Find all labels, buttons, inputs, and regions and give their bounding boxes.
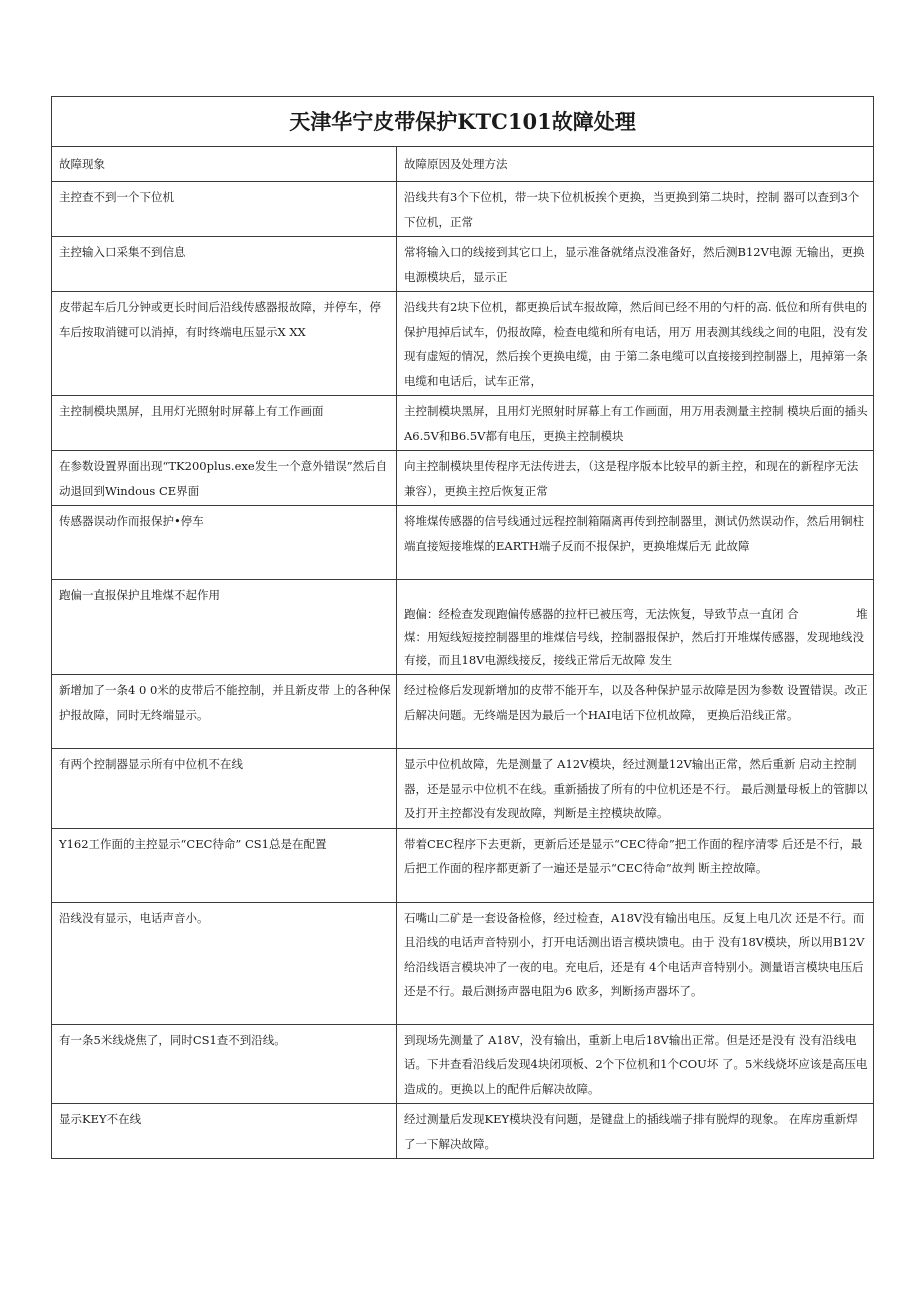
symptom-cell: 主控输入口采集不到信息	[52, 237, 397, 292]
header-row	[52, 147, 874, 182]
symptom-cell: 主控制模块黑屏，且用灯光照射时屏幕上有工作画面	[52, 396, 397, 451]
table-row	[52, 292, 874, 396]
table-row	[52, 675, 874, 749]
symptom-cell: 主控查不到一个下位机	[52, 182, 397, 237]
table-row	[52, 237, 874, 292]
table-row	[52, 451, 874, 506]
cause-cell: 向主控制模块里传程序无法传进去，（这是程序版本比较早的新主控，和现在的新程序无法兼容），更换主控后恢复正常	[397, 451, 874, 506]
symptom-cell: 有一条5米线烧焦了，同时CS1查不到沿线。	[52, 1024, 397, 1104]
cause-cell: 常将输入口的线接到其它口上，显示准备就绪点没准备好，然后测B12V电源 无输出，更换电源模块后，显示正	[397, 237, 874, 292]
symptom-cell: 显示KEY不在线	[52, 1104, 397, 1159]
symptom-cell: 在参数设置界面出现“TK200plus.exe发生一个意外错误”然后自动退回到Windous CE界面	[52, 451, 397, 506]
table-row	[52, 396, 874, 451]
cause-cell: 沿线共有3个下位机，带一块下位机板挨个更换，当更换到第二块时，控制 器可以查到3个下位机，正常	[397, 182, 874, 237]
symptom-cell: 皮带起车后几分钟或更长时间后沿线传感器报故障，并停车，停车后按取消键可以消掉，有时终端电压显示X XX	[52, 292, 397, 396]
cause-cell: 将堆煤传感器的信号线通过远程控制箱隔离再传到控制器里，测试仍然误动作，然后用铜柱端直接短接堆煤的EARTH端子反而不报保护，更换堆煤后无 此故障	[397, 506, 874, 580]
table-row	[52, 182, 874, 237]
table-row	[52, 1104, 874, 1159]
cause-cell: 沿线共有2块下位机，都更换后试车报故障，然后间已经不用的勺杆的高. 低位和所有供电的保护甩掉后试车，仍报故障，检查电缆和所有电话，用万 用表测其线线之间的电阻，没有发现有虚短的情况，然后挨个更换电缆，由 于第二条电缆可以直接接到控制器上，甩掉第一条电缆和电话后，试车正常，	[397, 292, 874, 396]
title-row	[52, 97, 874, 147]
cause-text: 跑偏：经检查发现跑偏传感器的拉杆已被压弯，无法恢复，导致节点一直闭 合 堆煤：用短线短接控制器里的堆煤信号线，控制器报保护，然后打开堆煤传感器，发现地线没有接，而且18V电源线接反，接线正常后无故障 发生	[404, 607, 868, 667]
cause-cell: 显示中位机故障，先是测量了 A12V模块，经过测量12V输出正常，然后重新 启动主控制器，还是显示中位机不在线。重新插拔了所有的中位机还是不行。 最后测量母板上的管脚以及打开主控都没有发现故障，判断是主控模块故障。	[397, 749, 874, 829]
table-row	[52, 506, 874, 580]
table-row	[52, 828, 874, 902]
header-cause: 故障原因及处理方法	[397, 147, 874, 182]
symptom-cell: Y162工作面的主控显示“CEC待命” CS1总是在配置	[52, 828, 397, 902]
cause-cell	[397, 580, 874, 675]
fault-table	[51, 96, 874, 1159]
table-row	[52, 1024, 874, 1104]
symptom-cell: 沿线没有显示，电话声音小。	[52, 902, 397, 1024]
cause-cell: 到现场先测量了 A18V，没有输出，重新上电后18V输出正常。但是还是没有 没有沿线电话。下井查看沿线后发现4块闭项板、2个下位机和1个COU坏 了。5米线烧坏应该是高压电造成的。更换以上的配件后解决故障。	[397, 1024, 874, 1104]
document-title: 天津华宁皮带保护KTC101故障处理	[52, 97, 874, 147]
symptom-cell: 传感器误动作而报保护•停车	[52, 506, 397, 580]
symptom-cell: 新增加了一条4 0 0米的皮带后不能控制，并且新皮带 上的各种保护报故障，同时无终端显示。	[52, 675, 397, 749]
symptom-cell: 有两个控制器显示所有中位机不在线	[52, 749, 397, 829]
table-row	[52, 749, 874, 829]
cause-cell: 经过测量后发现KEY模块没有问题，是键盘上的插线端子排有脱焊的现象。 在库房重新焊了一下解决故障。	[397, 1104, 874, 1159]
table-row	[52, 902, 874, 1024]
cause-cell: 经过检修后发现新增加的皮带不能开车，以及各种保护显示故障是因为参数 设置错误。改正后解决问题。无终端是因为最后一个HAI电话下位机故障， 更换后沿线正常。	[397, 675, 874, 749]
cause-cell: 带着CEC程序下去更新，更新后还是显示“CEC待命”把工作面的程序清零 后还是不行，最后把工作面的程序都更新了一遍还是显示“CEC待命”故判 断主控故障。	[397, 828, 874, 902]
symptom-cell: 跑偏一直报保护且堆煤不起作用	[52, 580, 397, 675]
table-row	[52, 580, 874, 675]
cause-cell: 主控制模块黑屏，且用灯光照射时屏幕上有工作画面，用万用表测量主控制 模块后面的插头A6.5V和B6.5V都有电压，更换主控制模块	[397, 396, 874, 451]
document	[51, 96, 873, 1159]
cause-cell: 石嘴山二矿是一套设备检修，经过检查，A18V没有输出电压。反复上电几次 还是不行。而且沿线的电话声音特别小，打开电话测出语言模块馈电。由于 没有18V模块，所以用B12V给沿线语言模块冲了一夜的电。充电后，还是有 4个电话声音特别小。测量语言模块电压后还是不行。最后测扬声器电阻为6 欧多，判断扬声器坏了。	[397, 902, 874, 1024]
header-symptom: 故障现象	[52, 147, 397, 182]
